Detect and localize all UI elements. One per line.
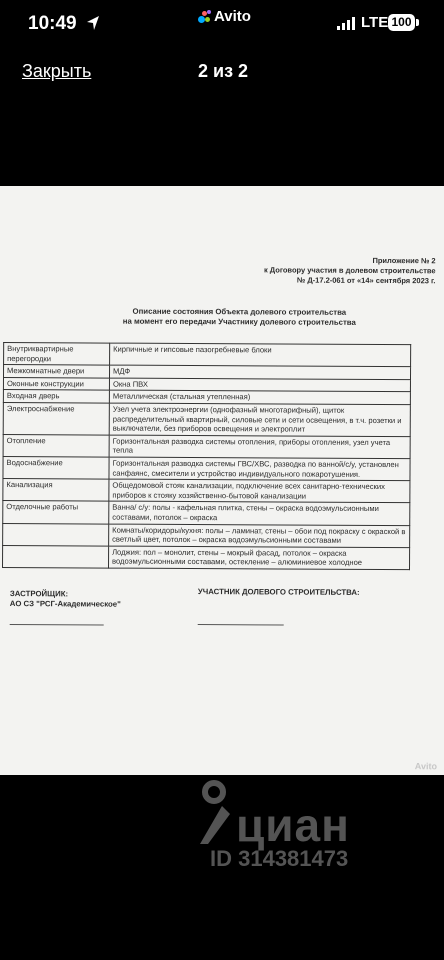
location-arrow-icon [86, 15, 100, 31]
network-type: LTE [361, 14, 389, 31]
row-description: Металлическая (стальная утепленная) [109, 390, 410, 404]
row-description: Горизонтальная разводка системы ГВС/ХВС, разводка по ванной/с/у, установлен санфаянс, смесители и устройство индивидуального пожаротушения. [109, 457, 410, 481]
row-description: Узел учета электроэнергии (однофазный многотарифный), щиток распределительный квартирный, силовые сети и сети освещения, в т.ч. розетки и выключатели, без приборов освещения и электроплит [109, 403, 410, 436]
appendix-line: к Договору участия в долевом строительстве [263, 265, 436, 276]
table-row [3, 545, 410, 569]
table-row [3, 434, 410, 458]
row-item [3, 545, 109, 568]
title-line: на момент его передачи Участнику долевого строительства [122, 316, 356, 327]
developer-signature-block [10, 589, 121, 610]
cian-listing-id: ID 314381473 [210, 846, 349, 871]
app-name: Avito [214, 8, 251, 25]
close-button[interactable]: Закрыть [22, 61, 92, 81]
participant-signature-line [198, 624, 284, 625]
table-row [3, 456, 410, 480]
cian-logo-icon [196, 778, 236, 848]
document-title [99, 307, 379, 328]
battery-icon: 100 [388, 14, 415, 31]
appendix-header [235, 255, 435, 286]
row-item: Входная дверь [3, 390, 109, 403]
battery-tip [416, 19, 419, 26]
row-description: МДФ [109, 365, 410, 379]
condition-table [2, 342, 411, 570]
status-time: 10:49 [28, 13, 77, 34]
avito-logo-icon [198, 10, 212, 24]
row-item: Отделочные работы [3, 501, 109, 524]
image-counter: 2 из 2 [198, 61, 249, 81]
row-description: Горизонтальная разводка системы отопления, приборы отопления, узел учета тепла [109, 435, 410, 459]
row-description: Окна ПВХ [109, 378, 410, 392]
row-item: Водоснабжение [3, 456, 109, 479]
participant-label: УЧАСТНИК ДОЛЕВОГО СТРОИТЕЛЬСТВА: [197, 587, 360, 597]
table-row [3, 402, 410, 436]
title-line: Описание состояния Объекта долевого строительства [132, 306, 347, 317]
avito-watermark: Avito [414, 761, 437, 772]
row-item: Канализация [3, 479, 109, 502]
back-to-app[interactable] [198, 8, 251, 25]
cian-watermark [196, 778, 416, 878]
appendix-line: Приложение № 2 [372, 255, 436, 266]
cian-brand: циан [236, 799, 350, 851]
row-item: Внутриквартирные перегородки [4, 343, 110, 366]
appendix-line: № Д-17.2-061 от «14» сентября 2023 г. [296, 275, 436, 286]
table-row [4, 343, 411, 367]
table-row [3, 523, 410, 547]
row-description: Ванна/ с/у: полы - кафельная плитка, стены – окраска водоэмульсионными составами, потолок – окраска [109, 501, 410, 525]
row-item: Электроснабжение [3, 402, 109, 434]
row-description: Лоджия: пол – монолит, стены – мокрый фасад, потолок – окраска водоэмульсионными составами, остекление – алюминиевое холодное [109, 546, 410, 570]
developer-name: АО СЗ "РСГ-Академическое" [9, 599, 121, 609]
row-item [3, 523, 109, 546]
developer-label: ЗАСТРОЙЩИК: [9, 589, 69, 599]
signal-icon [337, 17, 355, 30]
row-item: Оконные конструкции [3, 377, 109, 390]
row-description: Кирпичные и гипсовые пазогребневые блоки [110, 343, 411, 367]
document-photo [0, 186, 444, 775]
photo-viewer[interactable] [0, 186, 444, 775]
row-item: Отопление [3, 434, 109, 457]
table-row [3, 479, 410, 503]
row-item: Межкомнатные двери [3, 365, 109, 378]
table-row [3, 501, 410, 525]
status-bar [0, 0, 444, 48]
row-description: Общедомовой стояк канализации, подключение всех санитарно-технических приборов к стояку хозяйственно-бытовой канализации [109, 479, 410, 503]
developer-signature-line [10, 624, 104, 625]
row-description: Комнаты/коридоры/кухня: полы – ламинат, стены – обои под покраску с окраской в светлый цвет, потолок – окраска водоэмульсионными составами [109, 524, 410, 548]
